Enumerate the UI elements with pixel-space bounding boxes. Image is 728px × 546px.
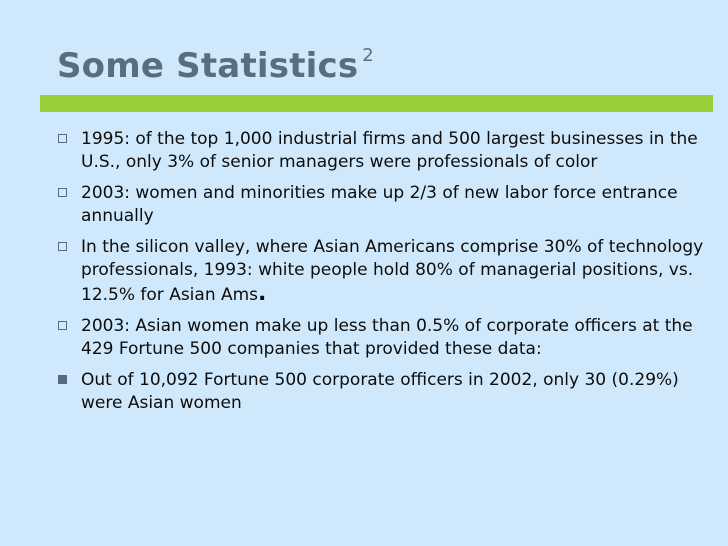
slide-title-area <box>57 36 708 86</box>
page-title <box>57 36 708 86</box>
bullet-item-2 <box>56 182 706 228</box>
bullet-text-3: In the silicon valley, where Asian Americans comprise 30% of technology professionals, 1993: white people hold 80% of managerial positions, vs. 12.5% for Asian Ams <box>81 237 704 305</box>
bullet-item-5 <box>56 369 706 415</box>
bullet-list <box>56 128 706 423</box>
square-bullet-icon <box>58 321 67 330</box>
bullet-text-5: Out of 10,092 Fortune 500 corporate officers in 2002, only 30 (0.29%) were Asian women <box>81 370 679 413</box>
title-text: Some Statistics <box>57 46 359 86</box>
bullet-item-1 <box>56 128 706 174</box>
square-bullet-icon <box>58 188 67 197</box>
bullet-text-4: 2003: Asian women make up less than 0.5% of corporate officers at the 429 Fortune 500 companies that provided these data: <box>81 316 693 359</box>
bullet-text-2: 2003: women and minorities make up 2/3 of new labor force entrance annually <box>81 183 678 226</box>
square-bullet-icon <box>58 134 67 143</box>
bullet-item-3 <box>56 236 706 307</box>
bullet-text-1: 1995: of the top 1,000 industrial firms and 500 largest businesses in the U.S., only 3% of senior managers were professionals of color <box>81 129 698 172</box>
bullet-item-4 <box>56 315 706 361</box>
title-superscript: 2 <box>362 45 374 66</box>
bullet-text-3-period: . <box>258 281 267 306</box>
filled-square-bullet-icon <box>58 375 67 384</box>
square-bullet-icon <box>58 242 67 251</box>
accent-bar <box>40 95 713 112</box>
